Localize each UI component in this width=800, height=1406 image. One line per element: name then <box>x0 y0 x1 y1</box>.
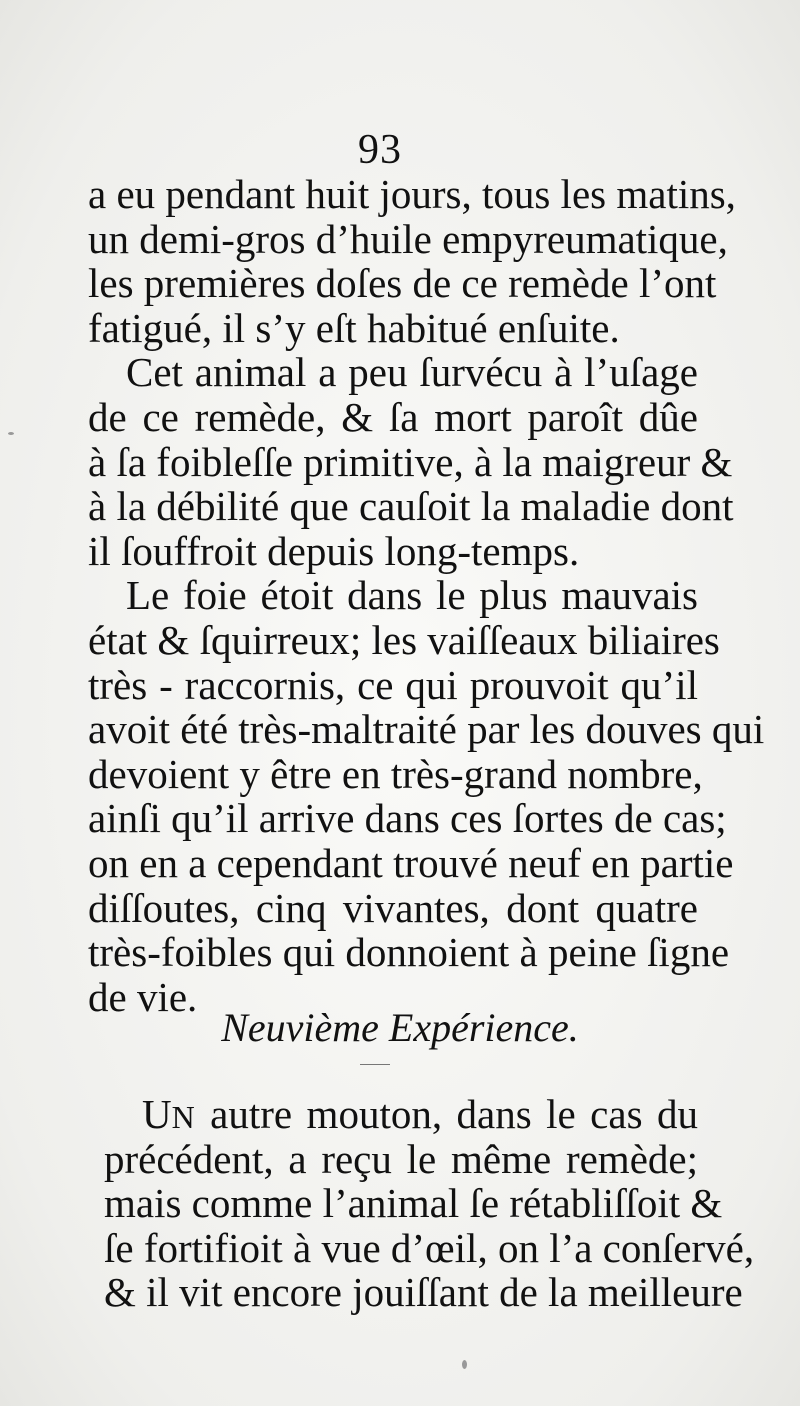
text-line: état & ſquirreux; les vaiſſeaux biliaires <box>88 616 720 663</box>
text-line: à la débilité que cauſoit la maladie dont <box>88 483 734 530</box>
text-line: de ce remède, & ſa mort paroît dûe <box>88 393 698 440</box>
text-line: Le foie étoit dans le plus mauvais <box>126 572 698 619</box>
text-line: un demi-gros d’huile empyreumatique, <box>88 215 728 262</box>
text-line: de vie. <box>88 973 198 1020</box>
text-line: très-foibles qui donnoient à peine ſigne <box>88 929 730 976</box>
paragraph-4 <box>104 1091 755 1316</box>
paragraph-2 <box>88 349 734 574</box>
text-line: à ſa foibleſſe primitive, à la maigreur & <box>88 438 733 485</box>
page-number: 93 <box>358 127 402 173</box>
paper-speck <box>462 1360 467 1369</box>
text-line: très - raccornis, ce qui prouvoit qu’il <box>88 661 698 708</box>
text-line: on en a cependant trouvé neuf en partie <box>88 839 734 886</box>
text-line: ſe fortifioit à vue d’œil, on l’a conſervé, <box>104 1224 755 1271</box>
drop-letter: U <box>142 1091 172 1137</box>
text-line: avoit été très-maltraité par les douves qui <box>88 706 765 753</box>
paper-speck <box>8 432 14 435</box>
text-line: devoient y être en très-grand nombre, <box>88 750 703 797</box>
text-line: fatigué, il s’y eſt habitué enſuite. <box>88 304 620 351</box>
text-line: & il vit encore jouiſſant de la meilleure <box>104 1269 743 1316</box>
text-line: précédent, a reçu le même remède; <box>104 1135 698 1182</box>
text-line <box>104 1092 698 1137</box>
small-caps-letter: N <box>171 1099 196 1135</box>
text-line: il ſouffroit depuis long-temps. <box>88 527 580 574</box>
paragraph-1 <box>88 171 736 351</box>
paragraph-3 <box>88 572 765 1020</box>
first-line-rest: autre mouton, dans le cas du <box>195 1091 698 1137</box>
body-text <box>88 171 765 1020</box>
text-line: mais comme l’animal ſe rétabliſſoit & <box>104 1180 723 1227</box>
heading-divider <box>360 1064 390 1065</box>
body-text-continued <box>104 1091 755 1316</box>
section-heading: Neuvième Expérience. <box>221 1005 579 1050</box>
text-line: les premières doſes de ce remède l’ont <box>88 260 717 307</box>
text-line: ainſi qu’il arrive dans ces ſortes de cas; <box>88 795 727 842</box>
text-line: Cet animal a peu ſurvécu à l’uſage <box>126 349 698 396</box>
text-line: a eu pendant huit jours, tous les matins, <box>88 171 736 217</box>
text-line: diſſoutes, cinq vivantes, dont quatre <box>88 884 698 931</box>
